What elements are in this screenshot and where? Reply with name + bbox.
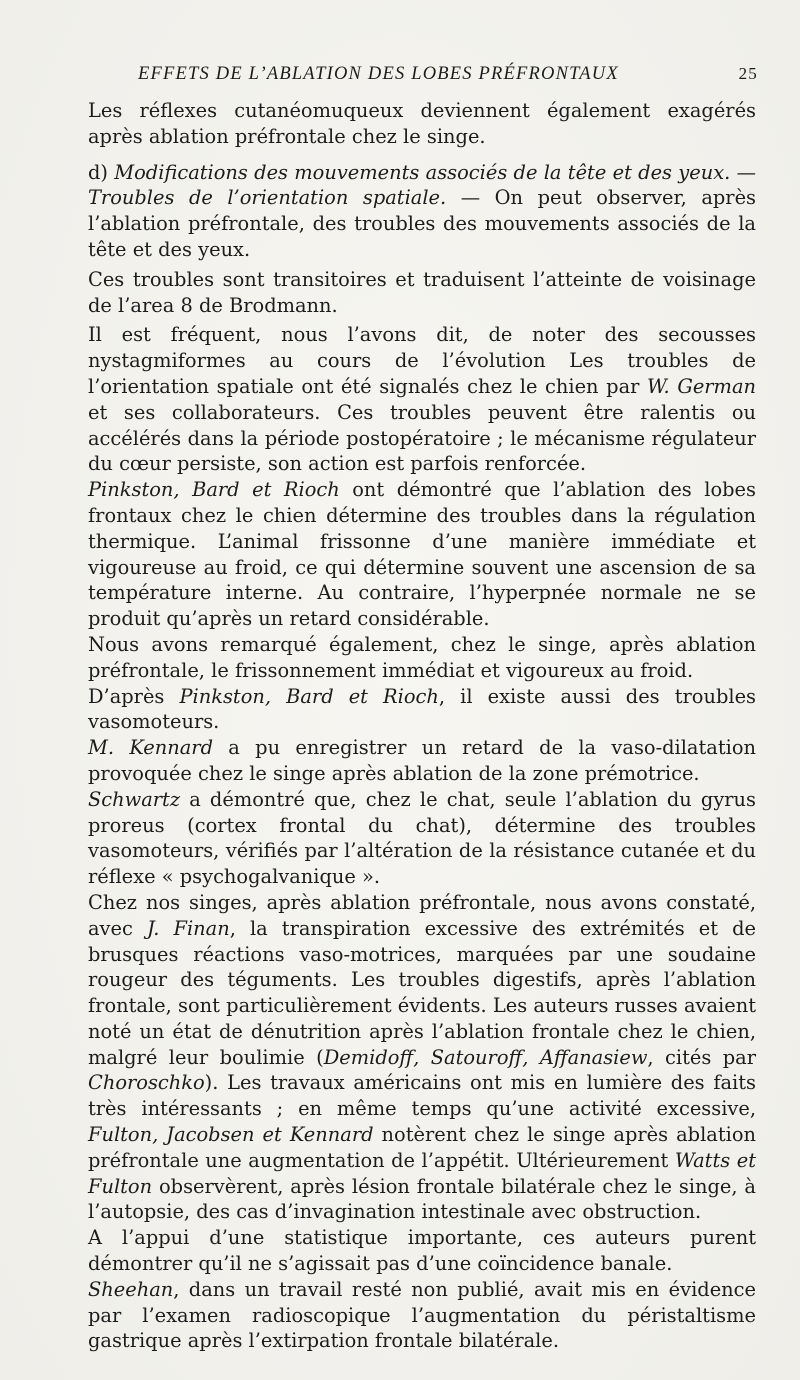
author-name: Schwartz	[88, 787, 181, 811]
text-run: Nous avons remarqué également, chez le singe, après ablation préfrontale, le frissonnement immédiat et vigoureux au froid.	[88, 632, 756, 682]
author-name: Demidoff, Satouroff, Affanasiew	[323, 1045, 648, 1069]
text-run: Il est fréquent, nous l’avons dit, de noter des secousses nystagmiformes au cours de l’évolution Les troubles de l’orientation spatiale ont été signalés chez le chien par	[88, 323, 756, 398]
running-title: EFFETS DE L’ABLATION DES LOBES PRÉFRONTAUX	[138, 64, 619, 84]
text-run: et ses collaborateurs. Ces troubles peuvent être ralentis ou accélérés dans la période postopératoire ; le mécanisme régulateur du cœur persiste, son action est parfois renforcée.	[88, 400, 756, 476]
text-run: D’après	[88, 684, 180, 708]
author-name: Watts et Fulton	[88, 1148, 756, 1198]
author-name: Choroschko	[88, 1071, 205, 1095]
running-head	[88, 64, 758, 88]
paragraph	[88, 735, 756, 787]
text-run: d)	[88, 160, 115, 184]
text-run: a pu enregistrer un retard de la vaso-dilatation provoquée chez le singe après ablation de la zone prémotrice.	[88, 736, 757, 785]
text-run: ). Les travaux américains ont mis en lumière des faits très intéressants ; en même temps qu’une activité excessive,	[88, 1071, 756, 1121]
text-run: ont démontré que l’ablation des lobes frontaux chez le chien détermine des troubles dans la régulation thermique. L’animal frissonne d’une manière immédiate et vigoureuse au froid, ce qui détermine souvent une ascension de sa température interne. Au contraire, l’hyperpnée normale ne se produit qu’après un retard considérable.	[88, 478, 756, 631]
author-name: M. Kennard	[88, 736, 213, 760]
paragraph	[88, 160, 756, 263]
author-name: Fulton, Jacobsen et Kennard	[88, 1123, 374, 1147]
text-run: Les réflexes cutanéomuqueux deviennent également exagérés après ablation préfrontale chez le singe.	[88, 99, 756, 148]
text-run: a démontré que, chez le chat, seule l’ablation du gyrus proreus (cortex frontal du chat), détermine des troubles vasomoteurs, vérifiés par l’altération de la résistance cutanée et du réflexe « psychogalvanique ».	[88, 787, 756, 889]
paragraph	[88, 322, 756, 477]
paragraph	[88, 890, 756, 1225]
author-name: Pinkston, Bard et Rioch	[88, 478, 340, 502]
text-run: , il existe aussi des troubles vasomoteurs.	[88, 684, 756, 734]
author-name: W. German	[647, 374, 756, 398]
paragraph	[88, 98, 756, 150]
italic-heading: Modifications des mouvements associés de la tête et des yeux. — Troubles de l’orientation spatiale.	[88, 160, 756, 210]
text-run: A l’appui d’une statistique importante, ces auteurs purent démontrer qu’il ne s’agissait pas d’une coïncidence banale.	[88, 1226, 756, 1276]
text-run: notèrent chez le singe après ablation préfrontale une augmentation de l’appétit. Ultérieurement	[88, 1123, 756, 1172]
text-run: observèrent, après lésion frontale bilatérale chez le singe, à l’autopsie, des cas d’invagination intestinale avec obstruction.	[88, 1174, 756, 1224]
page-number: 25	[738, 64, 758, 83]
body-text	[88, 98, 756, 1354]
text-run: Chez nos singes, après ablation préfrontale, nous avons constaté, avec	[88, 890, 756, 940]
text-run: , la transpiration excessive des extrémités et de brusques réactions vaso-motrices, marquées par une soudaine rougeur des téguments. Les troubles digestifs, après l’ablation frontale, sont particulièrement évidents. Les auteurs russes avaient noté un état de dénutrition après l’ablation frontale chez le chien, malgré leur boulimie (	[88, 916, 757, 1069]
text-run: — On peut observer, après l’ablation préfrontale, des troubles des mouvements associés de la tête et des yeux.	[88, 186, 756, 261]
paragraph	[88, 267, 756, 319]
author-name: Pinkston, Bard et Rioch	[179, 684, 439, 708]
paragraph	[88, 632, 756, 684]
paragraph	[88, 684, 756, 736]
paragraph	[88, 477, 756, 632]
paragraph	[88, 1225, 756, 1277]
text-run: Ces troubles sont transitoires et traduisent l’atteinte de voisinage de l’area 8 de Brodmann.	[88, 267, 756, 317]
author-name: Sheehan	[88, 1277, 174, 1301]
text-run: , dans un travail resté non publié, avait mis en évidence par l’examen radioscopique l’augmentation du péristaltisme gastrique après l’extirpation frontale bilatérale.	[88, 1277, 756, 1353]
author-name: J. Finan	[146, 916, 230, 940]
paragraph	[88, 787, 756, 890]
paragraph	[88, 1277, 756, 1354]
text-run: , cités par	[647, 1045, 757, 1069]
